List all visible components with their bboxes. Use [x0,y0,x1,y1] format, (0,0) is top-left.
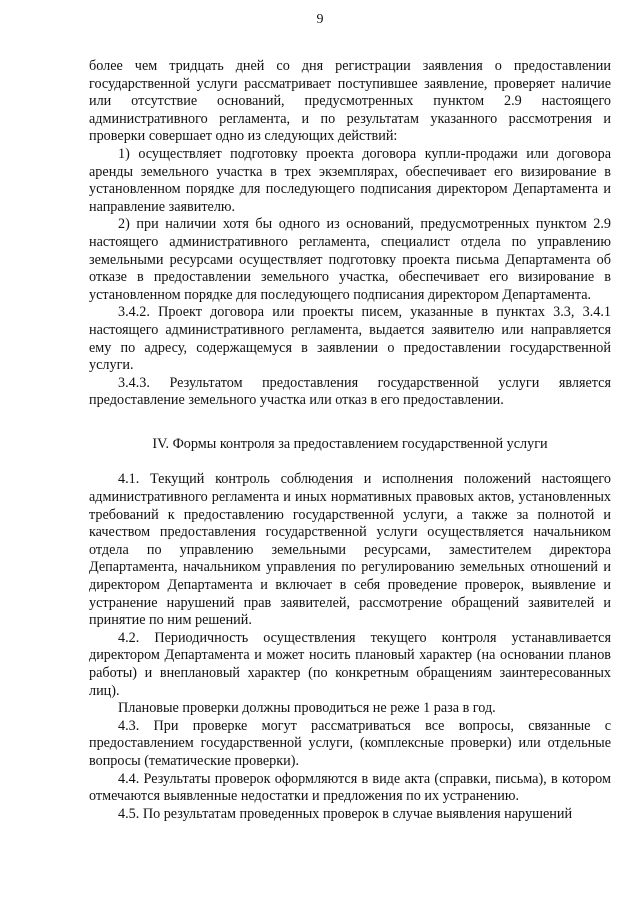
paragraph-4-4: 4.4. Результаты проверок оформляются в виде акта (справки, письма), в котором отмечаются выявленные недостатки и предложения по их устранению. [89,770,611,805]
paragraph-4-5: 4.5. По результатам проведенных проверок в случае выявления нарушений [118,805,573,822]
paragraph-4-3: 4.3. При проверке могут рассматриваться все вопросы, связанные с предоставлением государственной услуги, (комплексные проверки) или отдельные вопросы (тематические проверки). [89,717,611,769]
paragraph-planned-checks: Плановые проверки должны проводиться не реже 1 раза в год. [118,700,496,717]
paragraph-item-1: 1) осуществляет подготовку проекта договора купли-продажи или договора аренды земельного участка в трех экземплярах, обеспечивает его визирование в установленном порядке для последующего подписания директором Департамента и направление заявителю. [89,145,611,215]
paragraph-3-4-2: 3.4.2. Проект договора или проекты писем, указанные в пунктах 3.3, 3.4.1 настоящего административного регламента, выдается заявителю или направляется ему по адресу, содержащемуся в заявлении о предоставлении государственной услуги. [89,304,611,374]
page-number: 9 [316,12,324,27]
paragraph-4-2: 4.2. Периодичность осуществления текущего контроля устанавливается директором Департамента и может носить плановый характер (на основании планов работы) и внеплановый характер (по конкретным обращениям заинтересованных лиц). [89,629,611,699]
paragraph-continuation: более чем тридцать дней со дня регистрации заявления о предоставлении государственной услуги рассматривает поступившее заявление, проверяет наличие или отсутствие оснований, предусмотренных пунктом 2.9 настоящего административного регламента, и по результатам указанного рассмотрения и проверки совершает одно из следующих действий: [89,58,611,145]
paragraph-4-1: 4.1. Текущий контроль соблюдения и исполнения положений настоящего административного регламента и иных нормативных правовых актов, установленных требований к предоставлению государственной услуги, а также за полнотой и качеством предоставления государственной услуги осуществляется начальником отдела по управлению земельными ресурсами, заместителем директора Департамента, начальником управления по регулированию земельных отношений и директором Департамента и включает в себя проведение проверок, выявление и устранение нарушений прав заявителей, рассмотрение обращений заявителей и принятие по ним решений. [89,471,611,629]
paragraph-item-2: 2) при наличии хотя бы одного из оснований, предусмотренных пунктом 2.9 настоящего административного регламента, специалист отдела по управлению земельными ресурсами осуществляет подготовку проекта письма Департамента об отказе в предоставлении земельного участка, обеспечивает его визирование в установленном порядке для последующего подписания директором Департамента. [89,216,611,303]
document-body [89,58,611,823]
section-heading: IV. Формы контроля за предоставлением государственной услуги [152,435,548,452]
paragraph-3-4-3: 3.4.3. Результатом предоставления государственной услуги является предоставление земельного участка или отказ в его предоставлении. [89,374,611,409]
